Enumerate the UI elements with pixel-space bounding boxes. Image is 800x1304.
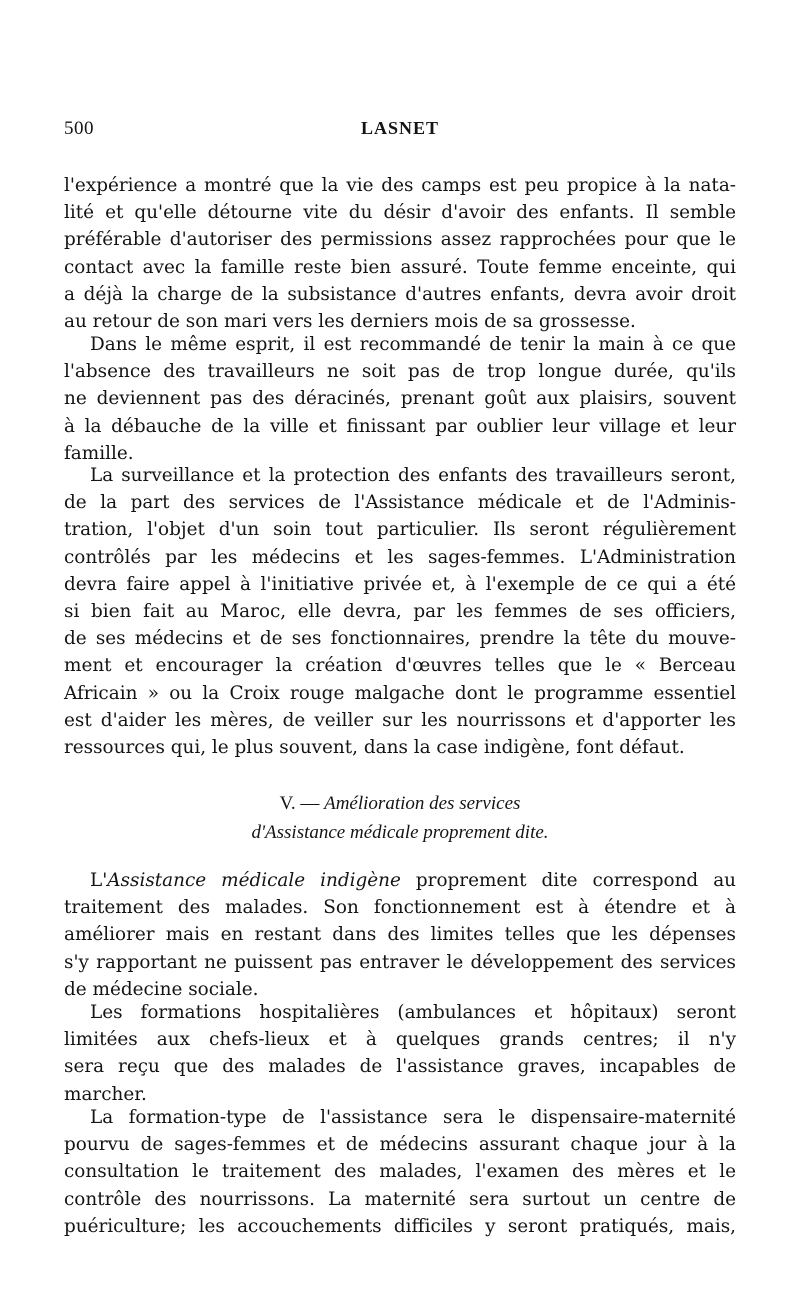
text-line: de médecine sociale. [64,978,259,1000]
text-line: famille. [64,442,134,464]
line-rest: proprement dite correspond au [400,870,736,891]
text-line: à la débauche de la ville et finissant par oublier leur village et leur [64,415,736,437]
paragraph-1 [64,172,736,335]
section-title-line-2: d'Assistance médicale proprement dite. [251,822,549,843]
text-line: devra faire appel à l'initiative privée et, à l'exemple de ce qui a été [64,573,736,595]
running-head: LASNET [360,118,440,138]
text-line: tration, l'objet d'un soin tout particulier. Ils seront régulièrement [64,519,736,541]
text-line: traitement des malades. Son fonctionnement est à étendre et à [64,897,736,919]
text-line: s'y rapportant ne puissent pas entraver le développement des services [64,951,736,973]
text-line: préférable d'autoriser des permissions assez rapprochées pour que le [64,229,736,251]
text-line: a déjà la charge de la subsistance d'autres enfants, devra avoir droit [64,283,736,305]
text-line: Les formations hospitalières (ambulances et hôpitaux) seront [90,1002,736,1023]
text-line: lité et qu'elle détourne vite du désir d'avoir des enfants. Il semble [64,202,736,224]
text-line: de la part des services de l'Assistance médicale et de l'Adminis- [64,492,736,514]
text-line: améliorer mais en restant dans des limites telles que les dépenses [64,924,736,946]
paragraph-4 [64,867,736,1003]
paragraph-2 [64,331,736,467]
text-line [64,867,736,894]
text-line: l'absence des travailleurs ne soit pas de trop longue durée, qu'ils [64,361,736,383]
text-line: de ses médecins et de ses fonctionnaires, prendre la tête du mouve- [64,628,736,650]
text-line: La formation-type de l'assistance sera le dispensaire-maternité [90,1107,736,1128]
section-number: V. — [279,793,320,814]
text-line: l'expérience a montré que la vie des camps est peu propice à la nata- [64,175,736,196]
text-line: consultation le traitement des malades, l'examen des mères et le [64,1161,736,1183]
text-line: sera reçu que des malades de l'assistance graves, incapables de [64,1056,736,1078]
paragraph-6 [64,1104,736,1240]
text-line: contact avec la famille reste bien assuré. Toute femme enceinte, qui [64,256,736,278]
text-line: Dans le même esprit, il est recommandé de tenir la main à ce que [90,334,736,355]
text-line: La surveillance et la protection des enfants des travailleurs seront, [90,465,736,486]
text-line: contrôle des nourrissons. La maternité sera surtout un centre de [64,1188,736,1210]
text-line: est d'aider les mères, de veiller sur les nourrissons et d'apporter les [64,709,736,731]
text-line: ne deviennent pas des déracinés, prenant goût aux plaisirs, souvent [64,388,736,410]
text-line: limitées aux chefs-lieux et à quelques grands centres; il n'y [64,1029,736,1051]
paragraph-5 [64,999,736,1108]
section-heading [64,789,736,818]
text-line: Africain » ou la Croix rouge malgache dont le programme essentiel [64,682,736,704]
text-line: pourvu de sages-femmes et de médecins assurant chaque jour à la [64,1134,736,1156]
text-line: contrôlés par les médecins et les sages-femmes. L'Administration [64,546,736,568]
paragraph-3 [64,462,736,761]
section-heading-line-2 [64,818,736,847]
section-title-line-1: Amélioration des services [324,793,521,814]
text-line: si bien fait au Maroc, elle devra, par les femmes de ses officiers, [64,600,736,622]
text-line: au retour de son mari vers les derniers mois de sa grossesse. [64,310,636,332]
text-line: marcher. [64,1083,147,1105]
italic-term: Assistance médicale indigène [107,870,401,891]
text-line: ment et encourager la création d'œuvres telles que le « Berceau [64,655,736,677]
page-header [64,118,736,146]
text-line: ressources qui, le plus souvent, dans la case indigène, font défaut. [64,736,685,758]
italic-prefix: L' [90,870,108,891]
text-line: puériculture; les accouchements difficiles y seront pratiqués, mais, [64,1215,736,1237]
page-number: 500 [64,118,94,139]
